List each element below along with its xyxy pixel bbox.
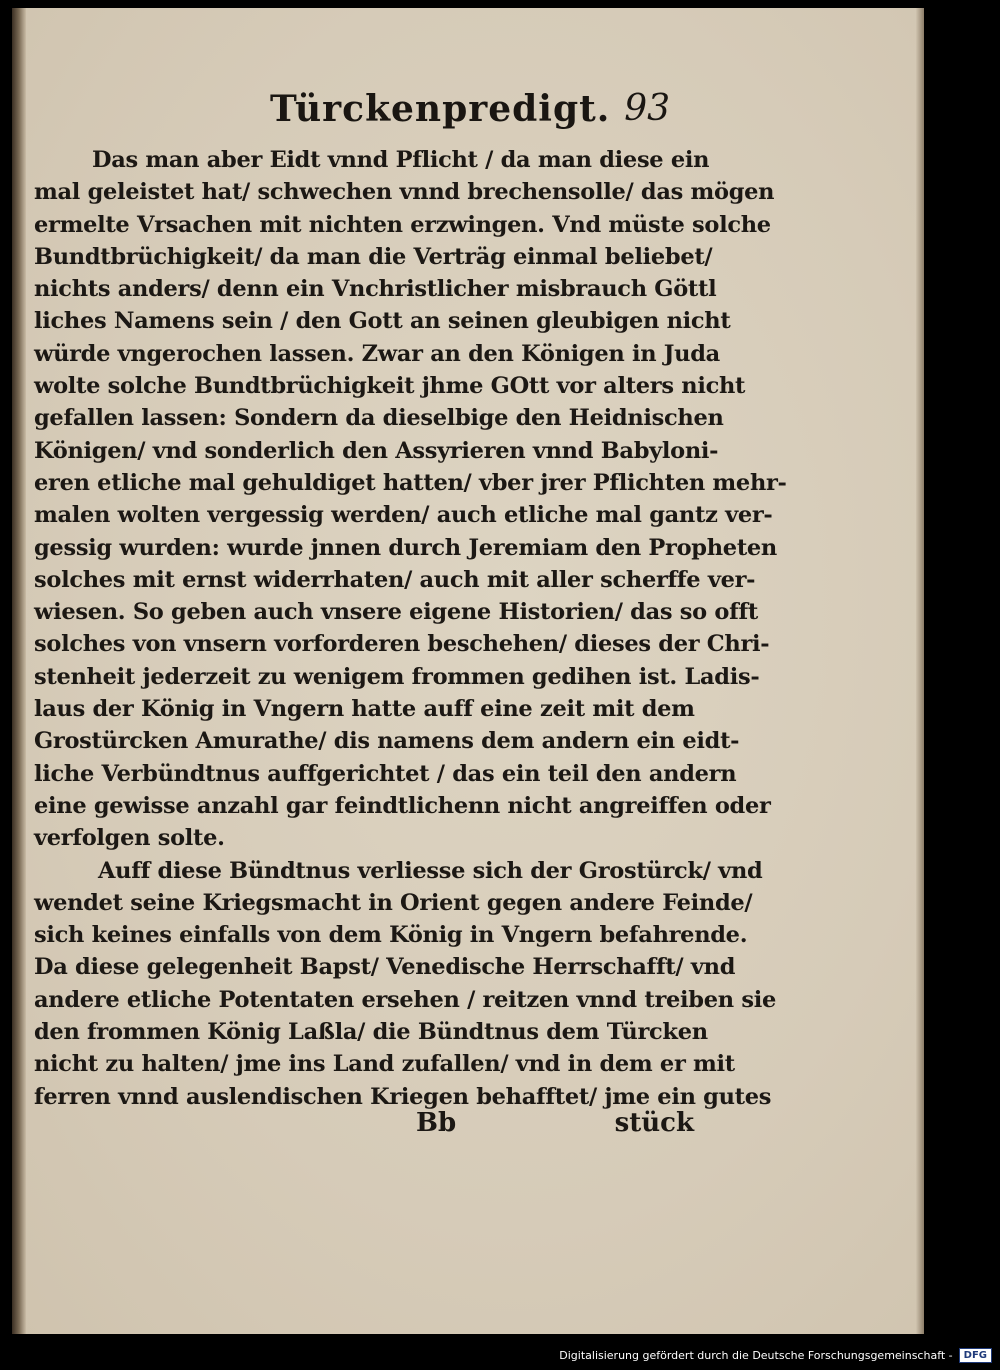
text-line: malen wolten vergessig werden/ auch etliche mal gantz ver- xyxy=(34,502,773,529)
book-page xyxy=(12,8,924,1334)
text-line: eren etliche mal gehuldiget hatten/ vber jrer Pflichten mehr- xyxy=(34,469,787,496)
dfg-logo: DFG xyxy=(959,1348,992,1363)
text-line: wiesen. So geben auch vnsere eigene Historien/ das so offt xyxy=(34,599,758,626)
page-header xyxy=(230,88,680,138)
text-line: eine gewisse anzahl gar feindtlichenn nicht angreiffen oder xyxy=(34,792,771,819)
running-title: Türckenpredigt. xyxy=(270,88,611,130)
text-line: solches mit ernst widerrhaten/ auch mit aller scherffe ver- xyxy=(34,566,756,593)
catchword: stück xyxy=(614,1108,694,1138)
text-line: liches Namens sein / den Gott an seinen gleubigen nicht xyxy=(34,308,731,335)
page-footer xyxy=(34,1108,694,1144)
text-line: wendet seine Kriegsmacht in Orient gegen andere Feinde/ xyxy=(34,889,753,916)
text-line: ermelte Vrsachen mit nichten erzwingen. Vnd müste solche xyxy=(34,211,771,238)
text-line: andere etliche Potentaten ersehen / reitzen vnnd treiben sie xyxy=(34,986,776,1013)
credit-text: Digitalisierung gefördert durch die Deutsche Forschungsgemeinschaft - xyxy=(559,1348,953,1362)
text-line: würde vngerochen lassen. Zwar an den Königen in Juda xyxy=(34,340,720,367)
text-line: Auff diese Bündtnus verliesse sich der Grostürck/ vnd xyxy=(98,857,763,884)
text-line: Grostürcken Amurathe/ dis namens dem andern ein eidt- xyxy=(34,728,740,755)
digitization-credit xyxy=(559,1344,992,1366)
text-line: stenheit jederzeit zu wenigem frommen gedihen ist. Ladis- xyxy=(34,663,760,690)
text-line: Königen/ vnd sonderlich den Assyrieren vnnd Babyloni- xyxy=(34,437,719,464)
text-line: verfolgen solte. xyxy=(34,825,225,852)
text-line: den frommen König Laßla/ die Bündtnus dem Türcken xyxy=(34,1019,708,1046)
text-line: Bundtbrüchigkeit/ da man die Verträg einmal beliebet/ xyxy=(34,243,713,270)
text-line: wolte solche Bundtbrüchigkeit jhme GOtt vor alters nicht xyxy=(34,373,746,400)
text-line: Das man aber Eidt vnnd Pflicht / da man diese ein xyxy=(92,147,710,173)
text-line: nichts anders/ denn ein Vnchristlicher misbrauch Göttl xyxy=(34,276,717,303)
text-line: Da diese gelegenheit Bapst/ Venedische Herrschafft/ vnd xyxy=(34,954,736,981)
text-line: gefallen lassen: Sondern da dieselbige den Heidnischen xyxy=(34,405,724,432)
text-line: solches von vnsern vorforderen beschehen/ dieses der Chri- xyxy=(34,631,770,658)
page-edge xyxy=(916,8,924,1334)
text-line: mal geleistet hat/ schwechen vnnd brechensolle/ das mögen xyxy=(34,179,775,206)
page-number: 93 xyxy=(624,88,670,129)
text-line: nicht zu halten/ jme ins Land zufallen/ vnd in dem er mit xyxy=(34,1051,735,1078)
text-line: ferren vnnd auslendischen Kriegen behafftet/ jme ein gutes xyxy=(34,1083,772,1110)
text-line: laus der König in Vngern hatte auff eine zeit mit dem xyxy=(34,696,695,723)
text-line: sich keines einfalls von dem König in Vngern befahrende. xyxy=(34,922,748,949)
body-text xyxy=(34,144,787,1113)
text-line: liche Verbündtnus auffgerichtet / das ein teil den andern xyxy=(34,760,737,787)
page-gutter-shadow xyxy=(12,8,26,1334)
signature-mark: Bb xyxy=(416,1108,457,1138)
text-line: gessig wurden: wurde jnnen durch Jeremiam den Propheten xyxy=(34,534,777,561)
